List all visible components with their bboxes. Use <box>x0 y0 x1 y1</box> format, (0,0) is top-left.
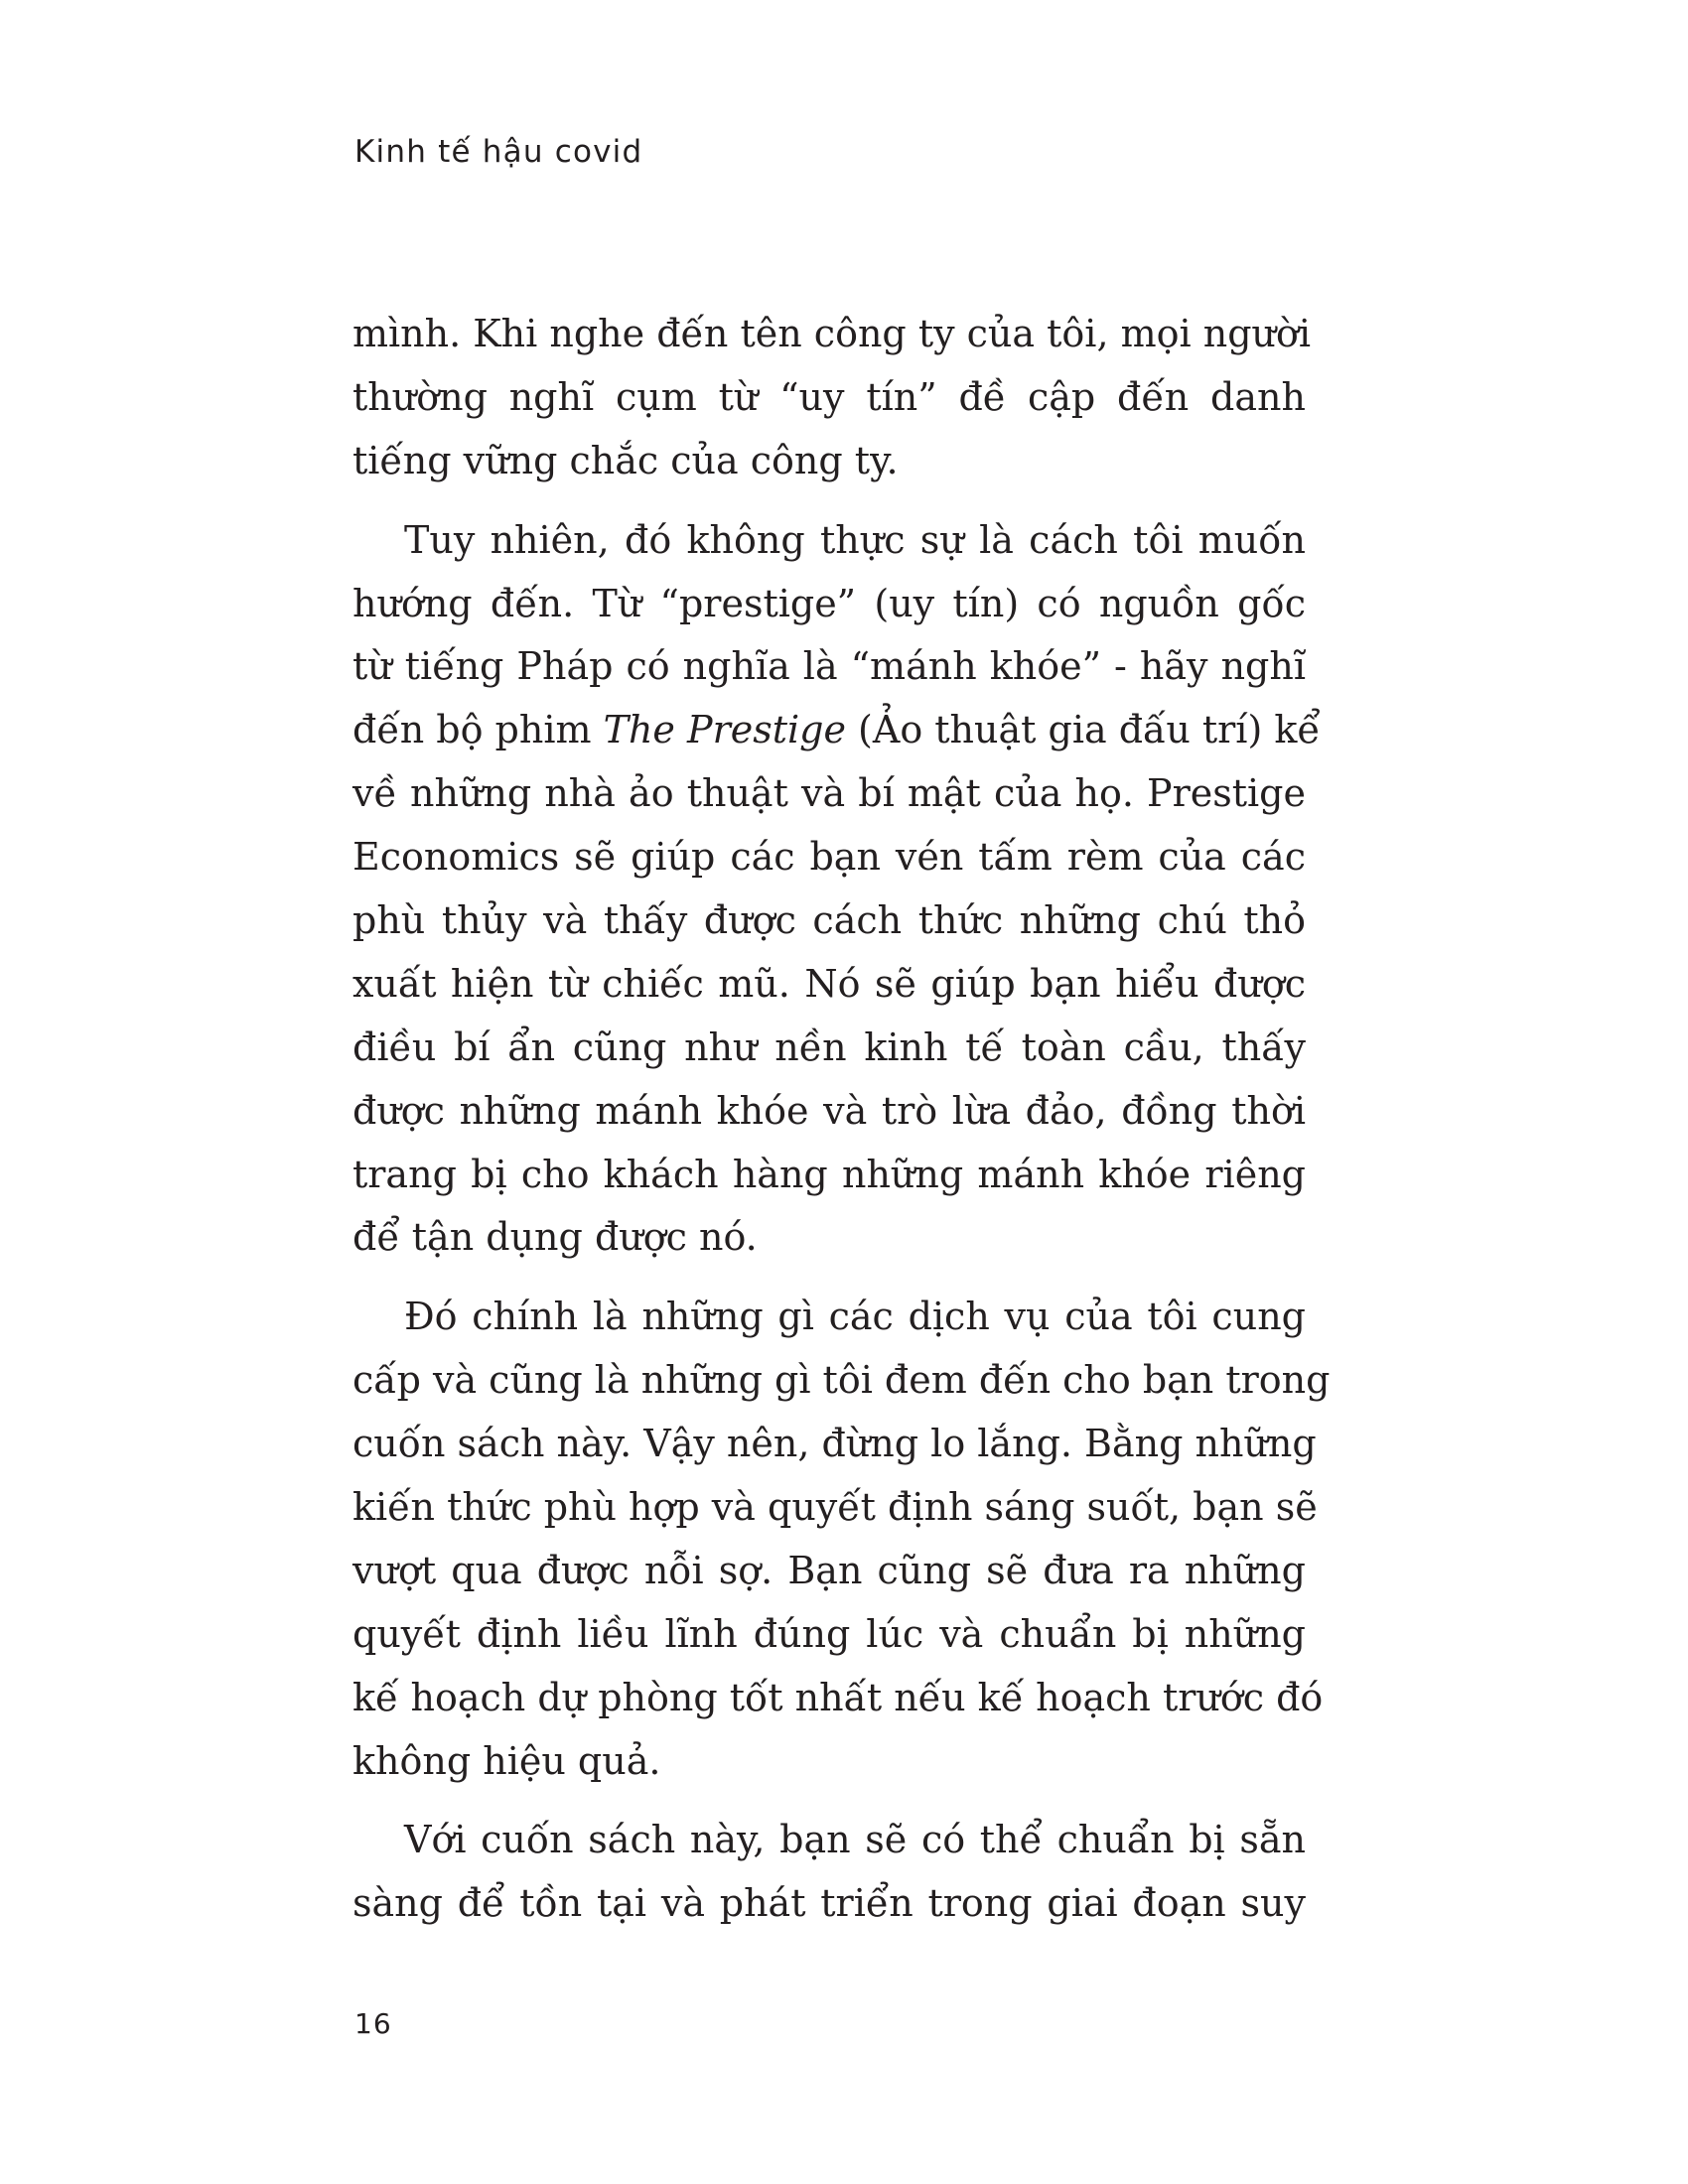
paragraph-2 <box>352 509 1321 1271</box>
text-line: hướng đến. Từ “prestige” (uy tín) có nguồn gốc <box>352 581 1306 625</box>
text-line: cấp và cũng là những gì tôi đem đến cho bạn trong <box>352 1358 1331 1403</box>
film-title: The Prestige <box>603 708 846 752</box>
paragraph-4 <box>352 1809 1306 1936</box>
text-line: cuốn sách này. Vậy nên, đừng lo lắng. Bằng những <box>352 1422 1317 1466</box>
page-number: 16 <box>354 2007 392 2040</box>
text-line: kiến thức phù hợp và quyết định sáng suốt, bạn sẽ <box>352 1485 1318 1530</box>
text-line: để tận dụng được nó. <box>352 1215 758 1260</box>
text-line: mình. Khi nghe đến tên công ty của tôi, mọi người <box>352 312 1312 355</box>
paragraph-3 <box>352 1286 1331 1793</box>
running-head: Kinh tế hậu covid <box>354 134 643 170</box>
text-line: về những nhà ảo thuật và bí mật của họ. Prestige <box>352 771 1306 816</box>
text-line: không hiệu quả. <box>352 1738 661 1783</box>
text-line: được những mánh khóe và trò lừa đảo, đồng thời <box>352 1088 1306 1133</box>
text-line: vượt qua được nỗi sợ. Bạn cũng sẽ đưa ra những <box>352 1548 1306 1592</box>
text-line-with-film-title <box>352 699 1321 762</box>
text-line: phù thủy và thấy được cách thức những chú thỏ <box>352 898 1306 943</box>
text-line: trang bị cho khách hàng những mánh khóe riêng <box>352 1152 1306 1196</box>
text-line: từ tiếng Pháp có nghĩa là “mánh khóe” - hãy nghĩ <box>352 644 1306 689</box>
text-segment: đến bộ phim <box>352 708 604 752</box>
text-segment: (Ảo thuật gia đấu trí) kể <box>845 708 1321 752</box>
text-line: thường nghĩ cụm từ “uy tín” đề cập đến danh <box>352 374 1306 419</box>
text-line: Tuy nhiên, đó không thực sự là cách tôi muốn <box>404 517 1306 562</box>
text-line: Economics sẽ giúp các bạn vén tấm rèm của các <box>352 835 1306 880</box>
text-line: kế hoạch dự phòng tốt nhất nếu kế hoạch trước đó <box>352 1675 1324 1719</box>
paragraph-1 <box>352 303 1312 493</box>
text-line: Với cuốn sách này, bạn sẽ có thể chuẩn bị sẵn <box>404 1818 1306 1862</box>
text-line: xuất hiện từ chiếc mũ. Nó sẽ giúp bạn hiểu được <box>352 961 1306 1006</box>
text-line: sàng để tồn tại và phát triển trong giai đoạn suy <box>352 1881 1306 1926</box>
body-text <box>352 303 1331 1936</box>
text-line: điều bí ẩn cũng như nền kinh tế toàn cầu, thấy <box>352 1024 1306 1069</box>
text-line: Đó chính là những gì các dịch vụ của tôi cung <box>404 1295 1306 1339</box>
text-line: quyết định liều lĩnh đúng lúc và chuẩn bị những <box>352 1611 1306 1656</box>
text-line: tiếng vững chắc của công ty. <box>352 438 899 482</box>
